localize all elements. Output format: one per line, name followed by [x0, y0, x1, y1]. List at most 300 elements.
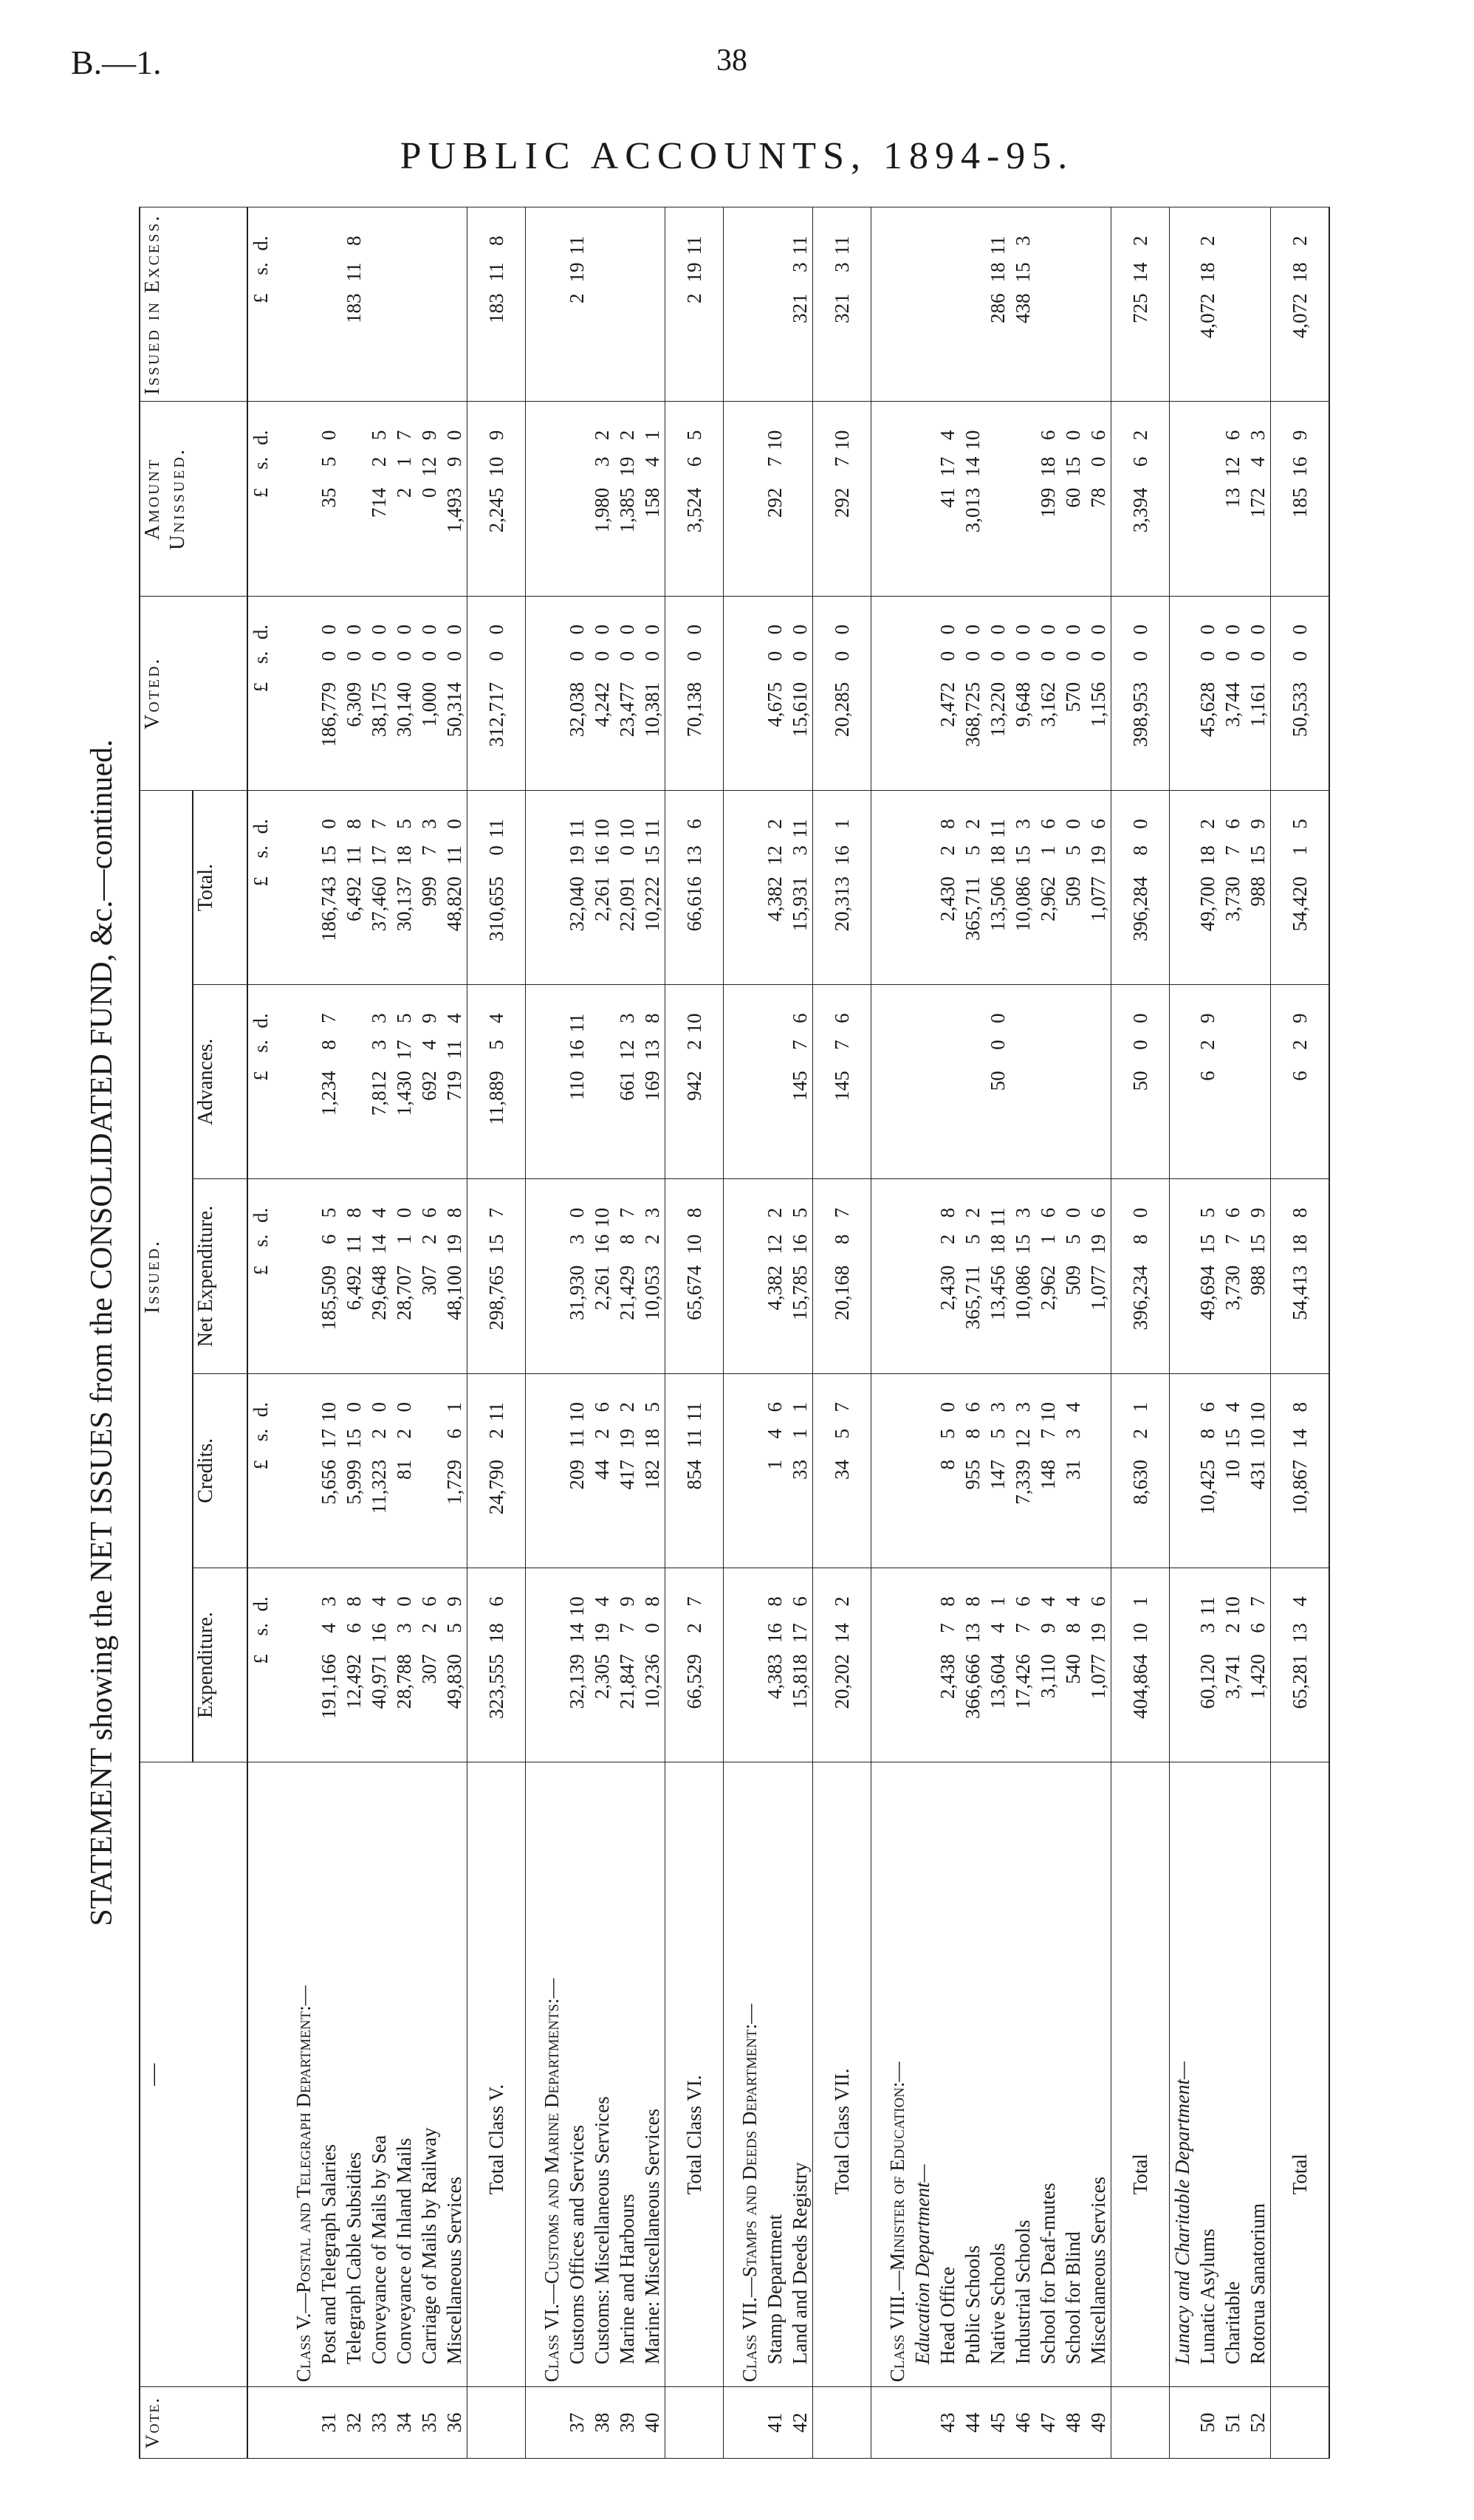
- shillings: 18: [987, 845, 1009, 866]
- amount-ex: [1010, 207, 1035, 402]
- shillings: 1: [1037, 1234, 1059, 1245]
- amount-ex: [614, 207, 640, 402]
- pounds: 186,743: [318, 876, 340, 941]
- pence: 8: [936, 1596, 959, 1607]
- vote-number: 45: [985, 2387, 1010, 2459]
- pounds: 1,077: [1087, 1265, 1109, 1311]
- amount-cr: [1086, 1373, 1111, 1568]
- pence: 5: [318, 1207, 340, 1218]
- pounds: 50: [987, 1071, 1009, 1091]
- amount-ex: [1086, 207, 1111, 402]
- pence: 10: [591, 1207, 613, 1228]
- pence: 8: [683, 1207, 705, 1218]
- amount-exp: [442, 1568, 467, 1762]
- col-description-header: —: [140, 1762, 247, 2387]
- pounds: 2,261: [591, 1265, 613, 1311]
- pence: 7: [831, 1207, 853, 1218]
- description-cell: [247, 1762, 278, 2387]
- amount-net: [526, 1179, 565, 1373]
- row-description: Customs Offices and Services: [564, 1762, 589, 2387]
- shillings: 0: [1221, 650, 1244, 662]
- unit-label: £: [250, 876, 272, 887]
- pounds: 2: [566, 293, 588, 303]
- pounds: 10,381: [641, 682, 663, 738]
- pence: 4: [485, 1013, 507, 1023]
- shillings: 5: [831, 1428, 853, 1439]
- shillings: 5: [936, 1428, 959, 1439]
- pounds: 44: [591, 1459, 613, 1480]
- shillings: 19: [566, 262, 588, 283]
- units-cell: [247, 1568, 278, 1762]
- shillings: 0: [1196, 650, 1218, 662]
- amount-net: [1271, 1179, 1330, 1373]
- pence: 8: [936, 1207, 959, 1218]
- amount-vot: [1271, 596, 1330, 790]
- pounds: 307: [418, 1654, 440, 1684]
- pence: 6: [789, 1596, 811, 1607]
- shillings: 8: [1062, 1623, 1084, 1633]
- pence: 0: [1129, 819, 1151, 829]
- col-expenditure-header: Expenditure.: [193, 1568, 247, 1762]
- amount-vot: [1195, 596, 1220, 790]
- amount-net: [442, 1179, 467, 1373]
- amount-exp: [341, 1568, 366, 1762]
- pence: 0: [443, 430, 465, 441]
- row-description: Carriage of Mails by Railway: [417, 1762, 442, 2387]
- amount-adv: [589, 985, 614, 1179]
- amount-exp: [467, 1568, 526, 1762]
- pounds: 417: [616, 1459, 638, 1490]
- amount-tot: [762, 790, 787, 984]
- pounds: 4,072: [1196, 293, 1218, 339]
- pence: 11: [566, 1013, 588, 1033]
- amount-exp: [589, 1568, 614, 1762]
- pence: 8: [1289, 1207, 1311, 1218]
- shillings: 14: [831, 1623, 853, 1644]
- vote-number: 46: [1010, 2387, 1035, 2459]
- amount-cr: [985, 1373, 1010, 1568]
- pence: 6: [1037, 1207, 1059, 1218]
- amount-adv: [417, 985, 442, 1179]
- amount-cr: [960, 1373, 985, 1568]
- shillings: 16: [789, 1234, 811, 1254]
- pounds: 54,413: [1289, 1265, 1311, 1320]
- pounds: 5,656: [318, 1459, 340, 1505]
- pence: 3: [1012, 236, 1034, 246]
- pence: 2: [764, 819, 786, 829]
- amount-un: [278, 402, 316, 596]
- pounds: 6: [1289, 1071, 1311, 1081]
- pence: 6: [1221, 1207, 1244, 1218]
- amount-exp: [935, 1568, 960, 1762]
- pounds: 6,492: [343, 876, 365, 921]
- amount-un: [1271, 402, 1330, 596]
- pence: 0: [1037, 624, 1059, 635]
- unit-label: s.: [250, 456, 272, 470]
- shillings: 6: [318, 1234, 340, 1245]
- shillings: 3: [393, 1623, 415, 1633]
- pounds: 2: [393, 487, 415, 498]
- shillings: 3: [1196, 1623, 1218, 1633]
- pence: 10: [961, 430, 984, 450]
- row-description: Class V.—Postal and Telegraph Department:—: [278, 1762, 316, 2387]
- amount-tot: [1220, 790, 1245, 984]
- pence: 5: [683, 430, 705, 441]
- amount-tot: [564, 790, 589, 984]
- pence: 0: [936, 1401, 959, 1412]
- units-cell: [247, 207, 278, 402]
- amount-net: [1195, 1179, 1220, 1373]
- amount-net: [614, 1179, 640, 1373]
- amount-exp: [871, 1568, 911, 1762]
- pounds: 20,313: [831, 876, 853, 932]
- table-row: [1220, 207, 1245, 2459]
- shillings: 18: [1037, 456, 1059, 477]
- shillings: 7: [764, 456, 786, 467]
- shillings: 4: [764, 1428, 786, 1439]
- pence: 3: [987, 1401, 1009, 1412]
- pounds: 396,234: [1129, 1265, 1151, 1331]
- pence: 11: [831, 236, 853, 255]
- shillings: 3: [1062, 1428, 1084, 1439]
- pence: 2: [591, 430, 613, 441]
- shillings: 0: [566, 650, 588, 662]
- amount-adv: [1060, 985, 1086, 1179]
- pence: 11: [789, 819, 811, 839]
- amount-un: [985, 402, 1010, 596]
- amount-exp: [1060, 1568, 1086, 1762]
- shillings: 8: [1196, 1428, 1218, 1439]
- amount-vot: [640, 596, 665, 790]
- amount-cr: [316, 1373, 341, 1568]
- pence: 0: [936, 624, 959, 635]
- section-heading-row: [910, 207, 935, 2459]
- amount-tot: [1086, 790, 1111, 984]
- pounds: 1: [764, 1459, 786, 1470]
- amount-ex: [960, 207, 985, 402]
- table-row: [391, 207, 417, 2459]
- pounds: 570: [1062, 682, 1084, 713]
- amount-vot: [417, 596, 442, 790]
- col-excess-header: Issued in Excess.: [140, 207, 247, 402]
- unit-label: £: [250, 487, 272, 498]
- pounds: 31,930: [566, 1265, 588, 1320]
- shillings: 3: [566, 1234, 588, 1245]
- pounds: 1,420: [1247, 1654, 1269, 1699]
- pence: 10: [318, 1401, 340, 1422]
- pence: 0: [343, 1401, 365, 1412]
- shillings: 0: [1087, 650, 1109, 662]
- pence: 11: [485, 819, 507, 839]
- amount-tot: [366, 790, 391, 984]
- amount-ex: [1271, 207, 1330, 402]
- pence: 7: [485, 1207, 507, 1218]
- amount-net: [467, 1179, 526, 1373]
- shillings: 14: [566, 1623, 588, 1644]
- amount-ex: [1035, 207, 1060, 402]
- amount-net: [564, 1179, 589, 1373]
- amount-cr: [665, 1373, 724, 1568]
- pounds: 33: [789, 1459, 811, 1480]
- pounds: 66,616: [683, 876, 705, 932]
- amount-net: [640, 1179, 665, 1373]
- amount-cr: [1170, 1373, 1196, 1568]
- vote-number: 52: [1245, 2387, 1271, 2459]
- shillings: 14: [1129, 262, 1151, 283]
- pence: 0: [443, 819, 465, 829]
- vote-number: [1271, 2387, 1330, 2459]
- amount-un: [1245, 402, 1271, 596]
- amount-un: [1010, 402, 1035, 596]
- shillings: 0: [1129, 650, 1151, 662]
- shillings: 5: [443, 1623, 465, 1633]
- pence: 0: [443, 624, 465, 635]
- amount-ex: [341, 207, 366, 402]
- pence: 0: [1221, 624, 1244, 635]
- shillings: 0: [831, 650, 853, 662]
- section-heading-row: [871, 207, 911, 2459]
- unit-label: d.: [250, 624, 272, 640]
- shillings: 4: [987, 1623, 1009, 1633]
- amount-tot: [341, 790, 366, 984]
- amount-net: [960, 1179, 985, 1373]
- amount-adv: [1195, 985, 1220, 1179]
- shillings: 7: [418, 845, 440, 856]
- pounds: 191,166: [318, 1654, 340, 1719]
- pence: 0: [789, 624, 811, 635]
- amount-ex: [526, 207, 565, 402]
- amount-cr: [391, 1373, 417, 1568]
- amount-exp: [1086, 1568, 1111, 1762]
- pence: 6: [1087, 819, 1109, 829]
- amount-ex: [724, 207, 763, 402]
- rotated-statement: [65, 207, 1365, 2459]
- amount-adv: [366, 985, 391, 1179]
- units-cell: [247, 985, 278, 1179]
- amount-tot: [1271, 790, 1330, 984]
- shillings: 12: [764, 845, 786, 866]
- pence: 6: [789, 1013, 811, 1023]
- row-description: Charitable: [1220, 1762, 1245, 2387]
- pounds: 1,430: [393, 1071, 415, 1116]
- amount-un: [316, 402, 341, 596]
- pence: 6: [418, 1207, 440, 1218]
- amount-exp: [787, 1568, 813, 1762]
- shillings: 7: [616, 1623, 638, 1633]
- amount-un: [910, 402, 935, 596]
- amount-tot: [614, 790, 640, 984]
- shillings: 19: [616, 456, 638, 477]
- amount-adv: [1245, 985, 1271, 1179]
- shillings: 19: [443, 1234, 465, 1254]
- shillings: 0: [641, 1623, 663, 1633]
- shillings: 6: [1129, 456, 1151, 467]
- pence: 0: [1012, 624, 1034, 635]
- pence: 4: [368, 1596, 390, 1607]
- amount-tot: [910, 790, 935, 984]
- table-row: [762, 207, 787, 2459]
- amount-net: [1220, 1179, 1245, 1373]
- unit-label: d.: [250, 1401, 272, 1418]
- shillings: 7: [936, 1623, 959, 1633]
- amount-cr: [1035, 1373, 1060, 1568]
- amount-tot: [724, 790, 763, 984]
- pounds: 110: [566, 1071, 588, 1100]
- pence: 4: [936, 430, 959, 441]
- pence: 7: [318, 1013, 340, 1023]
- table-row: [341, 207, 366, 2459]
- amount-net: [762, 1179, 787, 1373]
- pounds: 988: [1247, 876, 1269, 907]
- shillings: 7: [789, 1040, 811, 1050]
- amount-vot: [316, 596, 341, 790]
- amount-exp: [278, 1568, 316, 1762]
- shillings: 0: [443, 650, 465, 662]
- amount-un: [526, 402, 565, 596]
- pounds: 2,430: [936, 876, 959, 921]
- pence: 2: [831, 1596, 853, 1607]
- shillings: 2: [641, 1234, 663, 1245]
- amount-cr: [1010, 1373, 1035, 1568]
- amount-adv: [1035, 985, 1060, 1179]
- pence: 6: [1196, 1401, 1218, 1412]
- table-row: [417, 207, 442, 2459]
- pence: 2: [961, 1207, 984, 1218]
- shillings: 10: [1247, 1428, 1269, 1449]
- pence: 11: [987, 819, 1009, 839]
- pence: 8: [936, 819, 959, 829]
- amount-exp: [1245, 1568, 1271, 1762]
- shillings: 16: [368, 1623, 390, 1644]
- pence: 8: [343, 1596, 365, 1607]
- pounds: 6: [1196, 1071, 1218, 1081]
- pounds: 4,242: [591, 682, 613, 727]
- amount-exp: [316, 1568, 341, 1762]
- shillings: 0: [683, 650, 705, 662]
- pounds: 172: [1247, 487, 1269, 518]
- row-description: Post and Telegraph Salaries: [316, 1762, 341, 2387]
- pounds: 1,234: [318, 1071, 340, 1116]
- pence: 2: [1129, 236, 1151, 246]
- amount-un: [366, 402, 391, 596]
- amount-net: [1111, 1179, 1170, 1373]
- shillings: 7: [831, 456, 853, 467]
- amount-net: [871, 1179, 911, 1373]
- amount-tot: [665, 790, 724, 984]
- row-description: Lunacy and Charitable Department—: [1170, 1762, 1196, 2387]
- vote-number: 31: [316, 2387, 341, 2459]
- amount-un: [935, 402, 960, 596]
- shillings: 4: [641, 456, 663, 467]
- pence: 4: [443, 1013, 465, 1023]
- amount-vot: [278, 596, 316, 790]
- shillings: 3: [789, 262, 811, 272]
- shillings: 11: [566, 1428, 588, 1448]
- shillings: 7: [1221, 845, 1244, 856]
- pounds: 30,137: [393, 876, 415, 932]
- table-row: [316, 207, 341, 2459]
- amount-adv: [316, 985, 341, 1179]
- table-row: [1060, 207, 1086, 2459]
- pounds: 725: [1129, 293, 1151, 323]
- amount-vot: [935, 596, 960, 790]
- page-title: PUBLIC ACCOUNTS, 1894-95.: [400, 135, 1074, 177]
- row-description: Native Schools: [985, 1762, 1010, 2387]
- pence: 6: [1221, 819, 1244, 829]
- amount-adv: [1086, 985, 1111, 1179]
- amount-adv: [442, 985, 467, 1179]
- pence: 5: [393, 819, 415, 829]
- table-row: [1086, 207, 1111, 2459]
- shillings: 0: [591, 650, 613, 662]
- pounds: 35: [318, 487, 340, 508]
- shillings: 15: [1247, 1234, 1269, 1254]
- pounds: 431: [1247, 1459, 1269, 1490]
- pounds: 8,630: [1129, 1459, 1151, 1505]
- table-body: [247, 207, 1329, 2459]
- pounds: 310,655: [485, 876, 507, 941]
- vote-cell: [247, 2387, 278, 2459]
- section-heading-row: [278, 207, 316, 2459]
- amount-ex: [1220, 207, 1245, 402]
- pence: 2: [1129, 430, 1151, 441]
- pounds: 78: [1087, 487, 1109, 508]
- vote-number: 44: [960, 2387, 985, 2459]
- shillings: 15: [1221, 1428, 1244, 1449]
- shillings: 12: [764, 1234, 786, 1254]
- amount-vot: [1060, 596, 1086, 790]
- shillings: 1: [789, 1428, 811, 1439]
- shillings: 2: [591, 1428, 613, 1439]
- amount-un: [1086, 402, 1111, 596]
- pounds: 186,779: [318, 682, 340, 747]
- amount-adv: [1220, 985, 1245, 1179]
- pounds: 1,729: [443, 1459, 465, 1505]
- amount-cr: [278, 1373, 316, 1568]
- shillings: 7: [831, 1040, 853, 1050]
- pence: 6: [485, 1596, 507, 1607]
- amount-adv: [813, 985, 871, 1179]
- table-row: [442, 207, 467, 2459]
- amount-net: [665, 1179, 724, 1373]
- amount-cr: [589, 1373, 614, 1568]
- shillings: 2: [485, 1428, 507, 1439]
- pence: 7: [616, 1207, 638, 1218]
- shillings: 14: [368, 1234, 390, 1254]
- row-description: Customs: Miscellaneous Services: [589, 1762, 614, 2387]
- amount-un: [1170, 402, 1196, 596]
- amount-net: [724, 1179, 763, 1373]
- amount-tot: [813, 790, 871, 984]
- pence: 0: [641, 624, 663, 635]
- amount-vot: [391, 596, 417, 790]
- pounds: 10,867: [1289, 1459, 1311, 1515]
- pounds: 321: [789, 293, 811, 323]
- amount-un: [614, 402, 640, 596]
- pence: 6: [1087, 1207, 1109, 1218]
- row-description: School for Blind: [1060, 1762, 1086, 2387]
- col-unissued-header: Amount Unissued.: [140, 402, 247, 596]
- pence: 0: [831, 624, 853, 635]
- pence: 8: [641, 1596, 663, 1607]
- shillings: 4: [1247, 456, 1269, 467]
- vote-number: 48: [1060, 2387, 1086, 2459]
- shillings: 11: [343, 845, 365, 865]
- amount-ex: [1170, 207, 1196, 402]
- pounds: 3,013: [961, 487, 984, 533]
- pounds: 31: [1062, 1459, 1084, 1480]
- amount-tot: [1010, 790, 1035, 984]
